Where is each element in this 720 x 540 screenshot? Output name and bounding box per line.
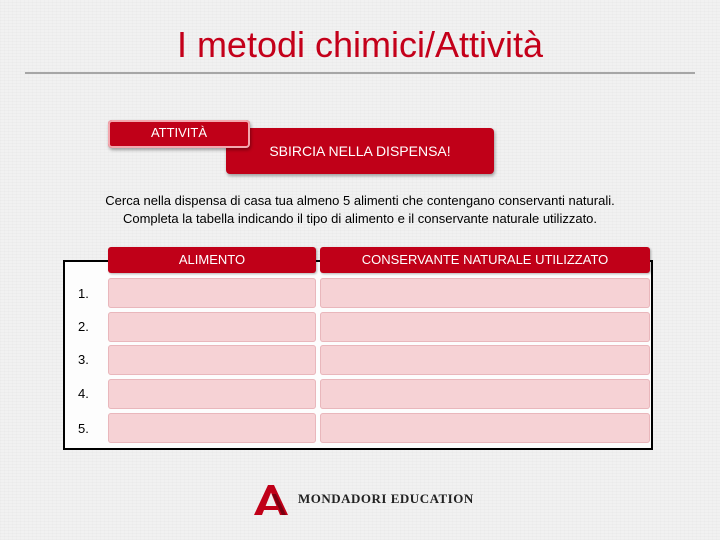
- row-number: 1.: [78, 286, 89, 301]
- conservante-cell[interactable]: [320, 379, 650, 409]
- alimento-cell[interactable]: [108, 379, 316, 409]
- row-number: 3.: [78, 352, 89, 367]
- row-number: 5.: [78, 421, 89, 436]
- mondadori-a-logo-icon: [252, 482, 294, 516]
- conservante-cell[interactable]: [320, 413, 650, 443]
- instructions: [40, 192, 680, 228]
- alimento-cell[interactable]: [108, 413, 316, 443]
- conservante-cell[interactable]: [320, 278, 650, 308]
- column-header-conservante: CONSERVANTE NATURALE UTILIZZATO: [320, 247, 650, 273]
- page-title: I metodi chimici/Attività: [176, 24, 544, 65]
- row-number: 4.: [78, 386, 89, 401]
- alimento-cell[interactable]: [108, 312, 316, 342]
- publisher-logo: [252, 482, 472, 516]
- title-divider: [25, 72, 695, 74]
- alimento-cell[interactable]: [108, 345, 316, 375]
- conservante-cell[interactable]: [320, 345, 650, 375]
- activity-name-badge: SBIRCIA NELLA DISPENSA!: [226, 128, 494, 174]
- activity-tag-badge: ATTIVITÀ: [108, 120, 250, 148]
- publisher-name: MONDADORI EDUCATION: [298, 491, 474, 506]
- conservante-cell[interactable]: [320, 312, 650, 342]
- row-number: 2.: [78, 319, 89, 334]
- alimento-cell[interactable]: [108, 278, 316, 308]
- column-header-alimento: ALIMENTO: [108, 247, 316, 273]
- instructions-line-1: Cerca nella dispensa di casa tua almeno 5 alimenti che contengano conservanti naturali.: [105, 193, 615, 208]
- instructions-line-2: Completa la tabella indicando il tipo di alimento e il conservante naturale utilizzato.: [122, 211, 598, 226]
